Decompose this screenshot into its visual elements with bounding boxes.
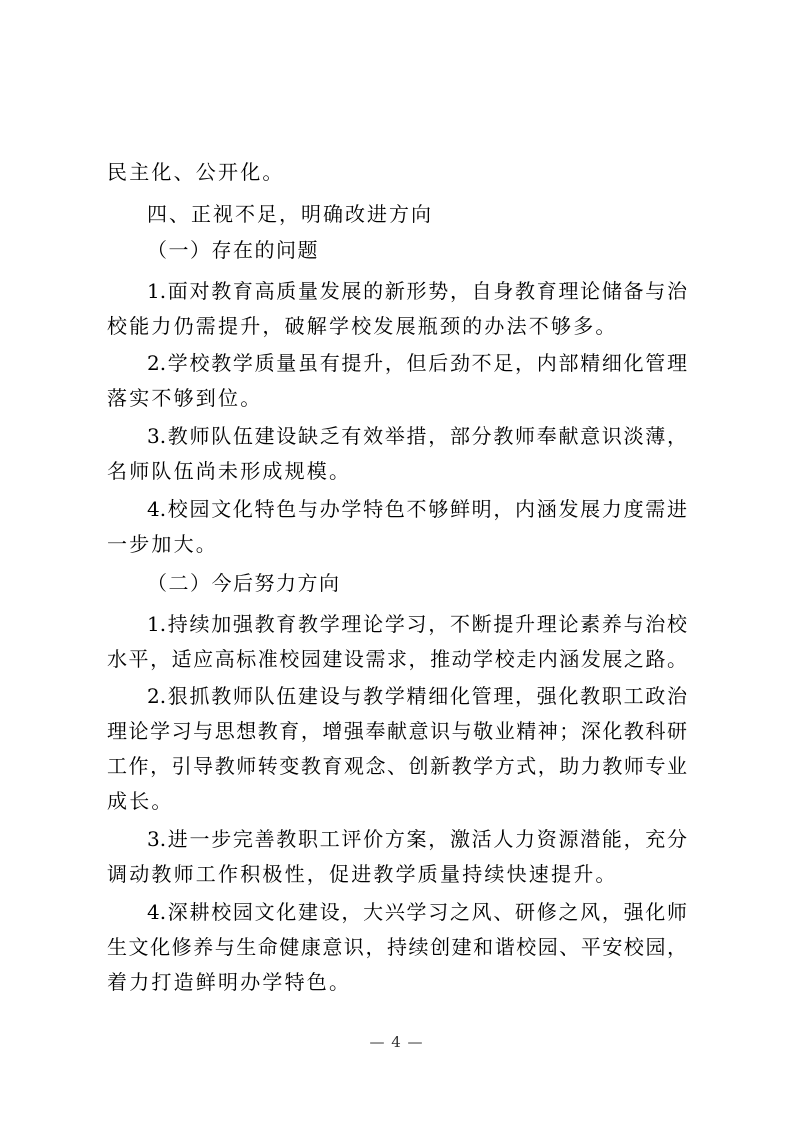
problem-item-3-line-2: 名师队伍尚未形成规模。 (107, 459, 352, 483)
problem-item-1-line-2: 校能力仍需提升，破解学校发展瓶颈的办法不够多。 (107, 314, 618, 338)
problem-item-2-line-1: 2.学校教学质量虽有提升，但后劲不足，内部精细化管理 (147, 351, 687, 375)
direction-item-1-line-2: 水平，适应高标准校园建设需求，推动学校走内涵发展之路。 (107, 647, 687, 671)
direction-item-4-line-3: 着力打造鲜明办学特色。 (107, 970, 352, 994)
direction-item-2-line-4: 成长。 (107, 789, 174, 813)
direction-item-3-line-2: 调动教师工作积极性，促进教学质量持续快速提升。 (107, 862, 618, 886)
direction-item-2-line-3: 工作，引导教师转变教育观念、创新教学方式，助力教师专业 (107, 754, 687, 778)
direction-item-4-line-2: 生文化修养与生命健康意识，持续创建和谐校园、平安校园， (107, 935, 687, 959)
direction-item-3-line-1: 3.进一步完善教职工评价方案，激活人力资源潜能，充分 (147, 827, 687, 851)
page-number: — 4 — (369, 1033, 424, 1051)
direction-item-2-line-1: 2.狠抓教师队伍建设与教学精细化管理，强化教职工政治 (147, 684, 687, 708)
carryover-paragraph-end: 民主化、公开化。 (107, 160, 285, 184)
direction-item-1-line-1: 1.持续加强教育教学理论学习，不断提升理论素养与治校 (147, 612, 687, 636)
subsection-title-directions: （二）今后努力方向 (147, 571, 341, 595)
problem-item-4-line-2: 一步加大。 (107, 532, 218, 556)
problem-item-2-line-2: 落实不够到位。 (107, 386, 263, 410)
problem-item-4-line-1: 4.校园文化特色与办学特色不够鲜明，内涵发展力度需进 (147, 497, 687, 521)
section-heading: 四、正视不足，明确改进方向 (147, 202, 433, 226)
direction-item-4-line-1: 4.深耕校园文化建设，大兴学习之风、研修之风，强化师 (147, 900, 687, 924)
subsection-title-problems: （一）存在的问题 (147, 238, 319, 262)
problem-item-1-line-1: 1.面对教育高质量发展的新形势，自身教育理论储备与治 (147, 279, 687, 303)
problem-item-3-line-1: 3.教师队伍建设缺乏有效举措，部分教师奉献意识淡薄， (147, 424, 687, 448)
direction-item-2-line-2: 理论学习与思想教育，增强奉献意识与敬业精神；深化教科研 (107, 719, 687, 743)
